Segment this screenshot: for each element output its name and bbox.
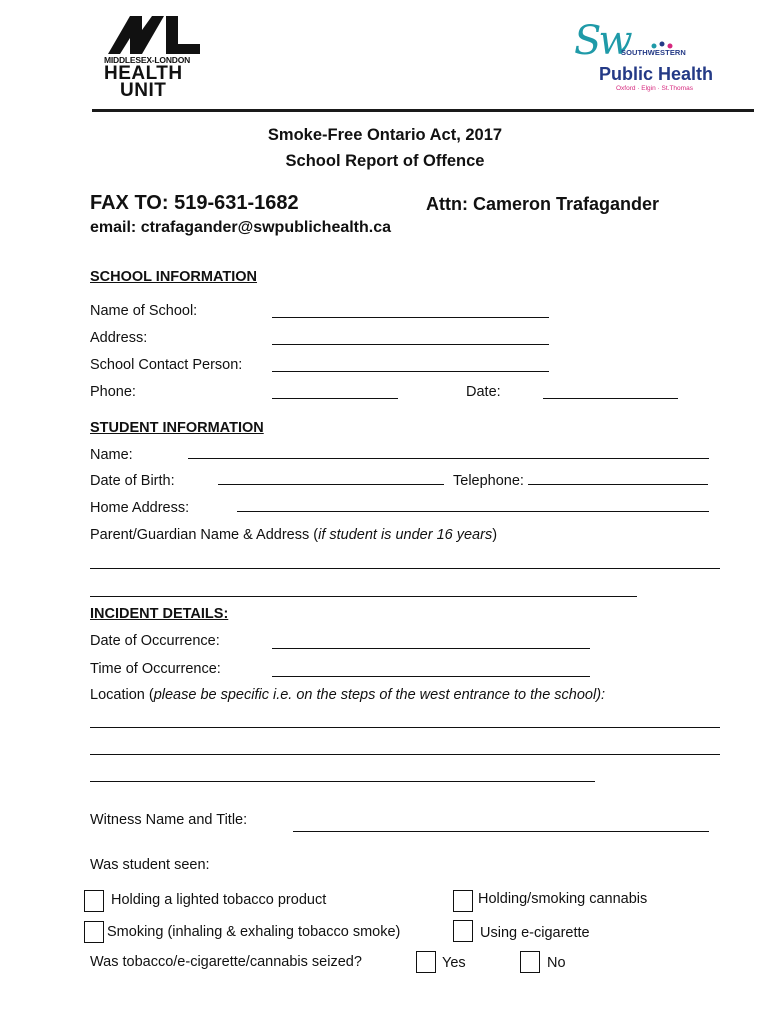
school-address-label: Address:: [90, 330, 148, 346]
parent-guardian-field-line-1[interactable]: [90, 568, 720, 569]
swph-mark: Sw: [574, 18, 630, 64]
occurrence-time-label: Time of Occurrence:: [90, 661, 221, 677]
cannabis-checkbox[interactable]: [453, 890, 473, 912]
mlhu-ml-mark: [108, 16, 200, 54]
school-date-label: Date:: [466, 384, 501, 400]
form-title: Smoke-Free Ontario Act, 2017: [267, 126, 503, 144]
occurrence-date-label: Date of Occurrence:: [90, 633, 220, 649]
student-telephone-label: Telephone:: [453, 473, 524, 489]
school-date-field[interactable]: [543, 398, 678, 399]
attn-line: Attn: Cameron Trafagander: [426, 194, 660, 214]
location-field-line-2[interactable]: [90, 754, 720, 755]
mlhu-logo: [100, 16, 210, 101]
occurrence-date-field[interactable]: [272, 648, 590, 649]
location-label-prefix: Location (: [90, 687, 154, 703]
school-address-field[interactable]: [272, 344, 549, 345]
seized-yes-label: Yes: [442, 955, 466, 971]
student-section-heading: STUDENT INFORMATION: [90, 420, 264, 436]
student-home-address-label: Home Address:: [90, 500, 190, 516]
swph-tag: SOUTHWESTERN: [621, 48, 686, 57]
location-label: [90, 688, 605, 703]
witness-field[interactable]: [293, 831, 709, 832]
parent-guardian-label-suffix: ): [492, 527, 498, 543]
school-contact-field[interactable]: [272, 371, 549, 372]
seized-no-label: No: [547, 955, 566, 971]
seized-no-checkbox[interactable]: [520, 951, 540, 973]
parent-guardian-label-italic: if student is under 16 years: [318, 527, 493, 543]
location-field-line-3[interactable]: [90, 781, 595, 782]
mlhu-line2: HEALTH: [104, 63, 183, 84]
ecigarette-checkbox[interactable]: [453, 920, 473, 942]
student-seen-label: Was student seen:: [90, 857, 210, 873]
student-dob-field[interactable]: [218, 484, 444, 485]
lighted-tobacco-label: Holding a lighted tobacco product: [111, 892, 327, 908]
mlhu-line3: UNIT: [120, 80, 167, 101]
header-divider: [92, 109, 754, 112]
student-telephone-field[interactable]: [528, 484, 708, 485]
parent-guardian-label-prefix: Parent/Guardian Name & Address (: [90, 527, 319, 543]
cannabis-label: Holding/smoking cannabis: [478, 891, 648, 907]
witness-label: Witness Name and Title:: [90, 812, 248, 828]
school-section-heading: SCHOOL INFORMATION: [90, 269, 258, 285]
parent-guardian-field-line-2[interactable]: [90, 596, 637, 597]
location-field-line-1[interactable]: [90, 727, 720, 728]
lighted-tobacco-checkbox[interactable]: [84, 890, 104, 912]
seized-yes-checkbox[interactable]: [416, 951, 436, 973]
swph-sub: Oxford · Elgin · St.Thomas: [616, 85, 693, 92]
school-contact-label: School Contact Person:: [90, 357, 243, 373]
ecigarette-label: Using e-cigarette: [480, 925, 590, 941]
smoking-checkbox[interactable]: [84, 921, 104, 943]
school-phone-field[interactable]: [272, 398, 398, 399]
incident-section-heading: INCIDENT DETAILS:: [90, 606, 229, 622]
student-name-field[interactable]: [188, 458, 709, 459]
student-home-address-field[interactable]: [237, 511, 709, 512]
parent-guardian-label: [90, 528, 497, 543]
email-line: email: ctrafagander@swpublichealth.ca: [90, 219, 392, 236]
swph-name: Public Health: [599, 64, 714, 84]
school-phone-label: Phone:: [90, 384, 136, 400]
swph-logo: [574, 18, 724, 98]
student-dob-label: Date of Birth:: [90, 473, 175, 489]
form-subtitle: School Report of Offence: [285, 152, 485, 170]
school-name-field[interactable]: [272, 317, 549, 318]
school-name-label: Name of School:: [90, 303, 198, 319]
location-label-italic: please be specific i.e. on the steps of the west entrance to the school):: [153, 687, 606, 703]
occurrence-time-field[interactable]: [272, 676, 590, 677]
smoking-label: Smoking (inhaling & exhaling tobacco smoke): [107, 924, 401, 940]
mlhu-line1: MIDDLESEX-LONDON: [104, 55, 191, 65]
student-name-label: Name:: [90, 447, 133, 463]
fax-line: FAX TO: 519-631-1682: [90, 192, 299, 214]
seized-label: Was tobacco/e-cigarette/cannabis seized?: [90, 954, 362, 970]
